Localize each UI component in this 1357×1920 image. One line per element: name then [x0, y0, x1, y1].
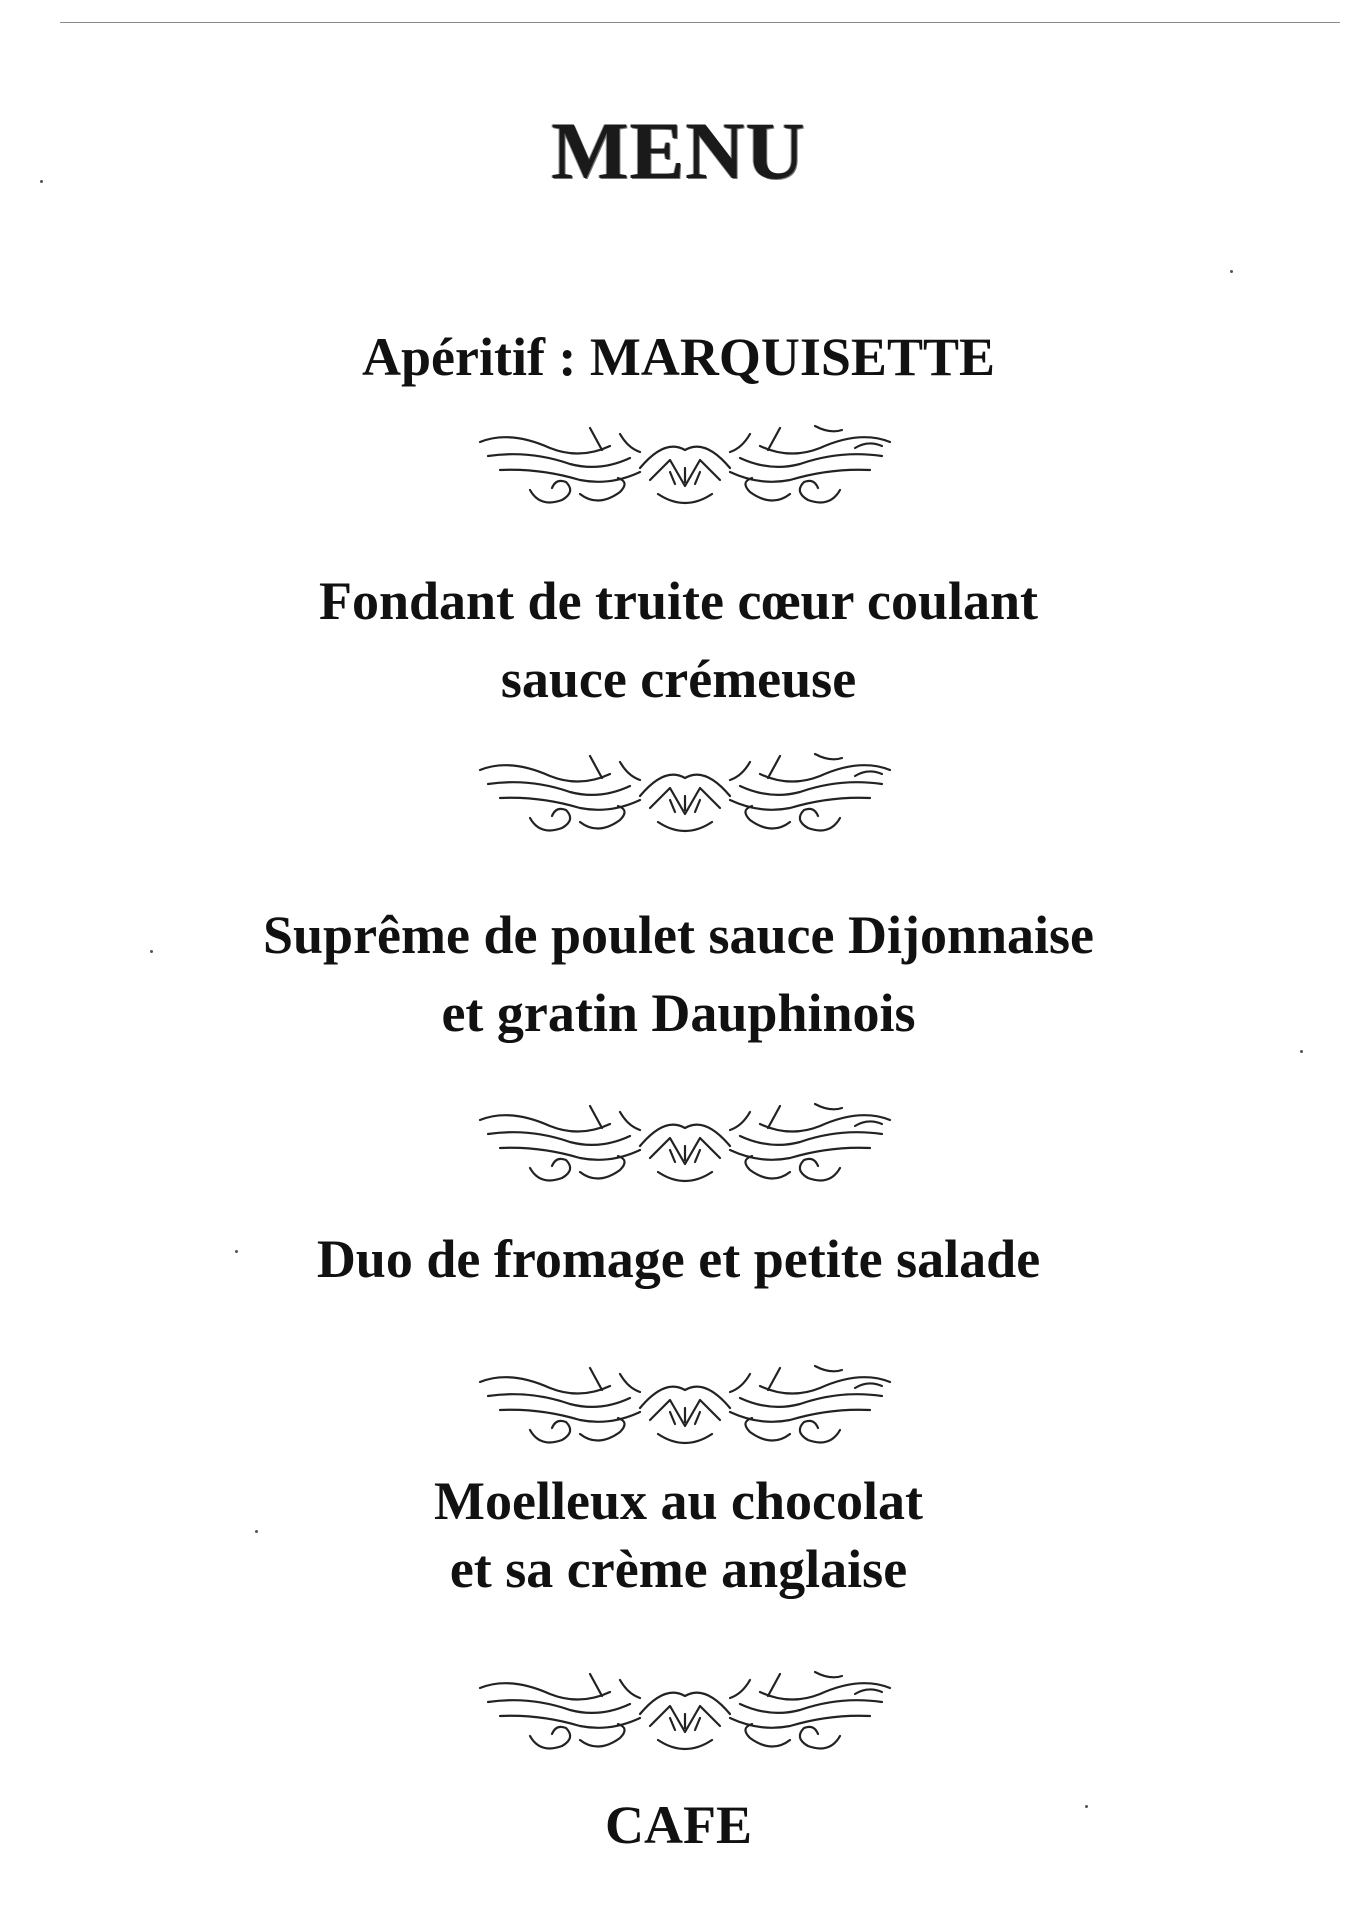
scroll-flourish-icon — [470, 1098, 900, 1190]
scan-speck — [1300, 1050, 1303, 1053]
entree-line-1: Fondant de truite cœur coulant — [318, 571, 1038, 631]
plat-line-2: et gratin Dauphinois — [441, 983, 916, 1043]
scan-speck — [235, 1250, 238, 1253]
scan-speck — [1085, 1805, 1088, 1808]
aperitif-line: Apéritif : MARQUISETTE — [362, 327, 995, 387]
scroll-flourish-icon — [470, 1360, 900, 1452]
scan-speck — [40, 180, 43, 183]
scan-speck — [1230, 270, 1233, 273]
ornament-divider-1 — [470, 420, 900, 512]
fromage-line: Duo de fromage et petite salade — [316, 1229, 1041, 1289]
plat-line-1: Suprême de poulet sauce Dijonnaise — [262, 905, 1094, 965]
dessert-line-2: et sa crème anglaise — [449, 1539, 908, 1599]
scroll-flourish-icon — [470, 1666, 900, 1758]
scroll-flourish-icon — [470, 748, 900, 840]
ornament-divider-3 — [470, 1098, 900, 1190]
scan-speck — [150, 950, 153, 953]
menu-title: MENU — [551, 105, 806, 196]
entree-line-2: sauce crémeuse — [500, 649, 857, 709]
ornament-divider-2 — [470, 748, 900, 840]
ornament-divider-5 — [470, 1666, 900, 1758]
top-rule — [60, 22, 1340, 23]
ornament-divider-4 — [470, 1360, 900, 1452]
cafe-line: CAFE — [605, 1795, 752, 1855]
scan-speck — [255, 1530, 258, 1533]
scroll-flourish-icon — [470, 420, 900, 512]
dessert-line-1: Moelleux au chocolat — [434, 1471, 923, 1531]
